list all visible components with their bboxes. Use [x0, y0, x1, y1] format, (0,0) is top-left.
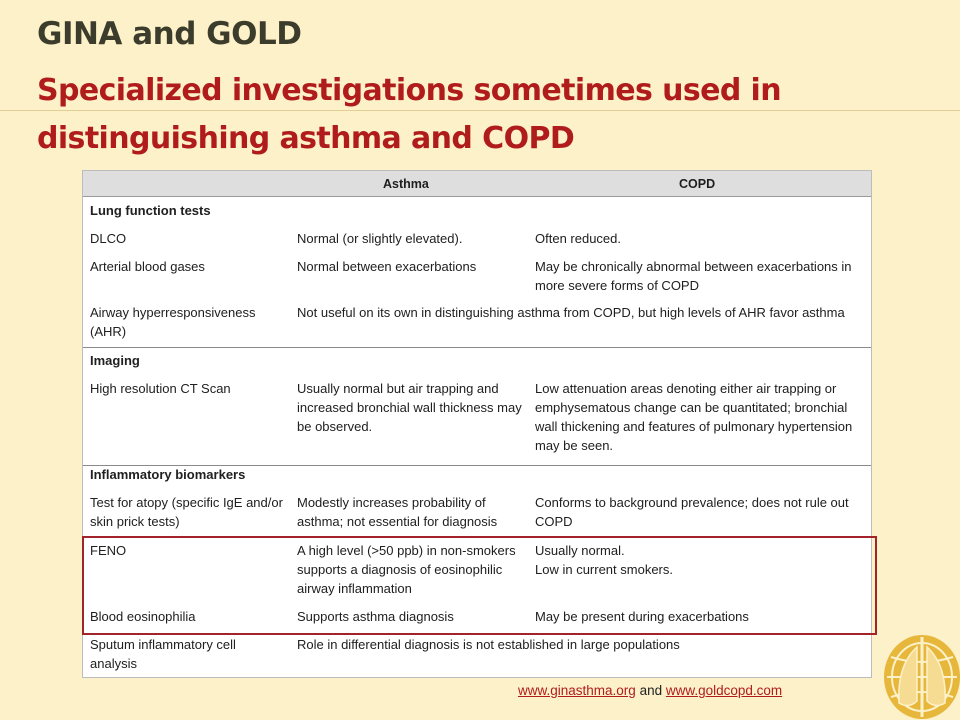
row-test: Arterial blood gases — [90, 259, 205, 274]
row-asthma: Modestly increases probability of asthma; not essential for diagnosis — [297, 495, 498, 529]
row-test: High resolution CT Scan — [90, 381, 231, 396]
footer-connector: and — [635, 683, 666, 698]
section-imaging — [83, 347, 871, 466]
row-copd: Often reduced. — [535, 231, 621, 246]
section-title: Imaging — [90, 353, 140, 368]
gold-lung-globe-logo-icon — [875, 625, 960, 720]
row-copd: May be present during exacerbations — [535, 609, 749, 624]
row-test: DLCO — [90, 231, 127, 246]
section-title: Inflammatory biomarkers — [90, 467, 246, 482]
row-asthma: A high level (>50 ppb) in non-smokers supports a diagnosis of eosinophilic airway inflammation — [297, 543, 516, 596]
header-copd: COPD — [679, 177, 716, 191]
slide-title: GINA and GOLD — [37, 16, 302, 52]
row-combined: Role in differential diagnosis is not established in large populations — [297, 637, 680, 652]
goldcopd-link[interactable]: www.goldcopd.com — [665, 683, 783, 698]
row-test: Blood eosinophilia — [90, 609, 196, 624]
row-test: Airway hyperresponsiveness (AHR) — [90, 305, 256, 339]
table-header — [83, 171, 871, 197]
row-combined: Not useful on its own in distinguishing asthma from COPD, but high levels of AHR favor asthma — [297, 305, 845, 320]
row-asthma: Normal (or slightly elevated). — [297, 231, 463, 246]
footer-links — [518, 683, 782, 698]
copd-line: Usually normal. — [535, 543, 625, 558]
slide-subtitle: Specialized investigations sometimes used in distinguishing asthma and COPD — [37, 73, 781, 156]
copd-line: Low in current smokers. — [535, 562, 673, 577]
row-copd: Low attenuation areas denoting either air trapping or emphysematous change can be quantitated; bronchial wall thickening and features of pulmonary hypertension may be seen. — [535, 381, 853, 453]
row-copd: May be chronically abnormal between exacerbations in more severe forms of COPD — [535, 259, 852, 293]
highlight-box — [82, 536, 877, 635]
row-test: Sputum inflammatory cell analysis — [90, 637, 236, 671]
header-asthma: Asthma — [383, 177, 429, 191]
row-asthma: Usually normal but air trapping and increased bronchial wall thickness may be observed. — [297, 381, 522, 434]
section-lung-function — [83, 197, 871, 348]
row-test: Test for atopy (specific IgE and/or skin prick tests) — [90, 495, 283, 529]
row-asthma: Supports asthma diagnosis — [297, 609, 454, 624]
row-copd: Conforms to background prevalence; does not rule out COPD — [535, 495, 849, 529]
row-asthma: Normal between exacerbations — [297, 259, 477, 274]
section-title: Lung function tests — [90, 203, 211, 218]
row-test: FENO — [90, 543, 127, 558]
ginasthma-link[interactable]: www.ginasthma.org — [518, 683, 636, 698]
